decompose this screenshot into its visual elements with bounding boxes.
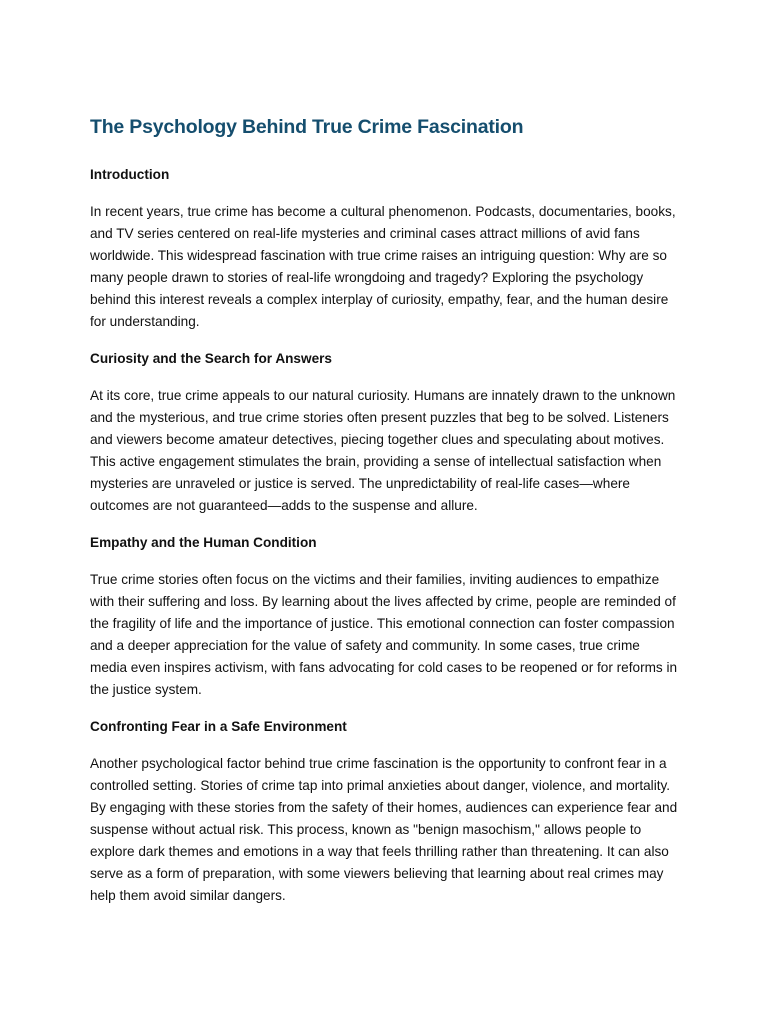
section-paragraph-empathy: True crime stories often focus on the victims and their families, inviting audiences to empathize with their suffering and loss. By learning about the lives affected by crime, people are reminded of the fragility of life and the importance of justice. This emotional connection can foster compassion and a deeper appreciation for the value of safety and community. In some cases, true crime media even inspires activism, with fans advocating for cold cases to be reopened or for reforms in the justice system.	[90, 572, 678, 697]
section-heading-curiosity: Curiosity and the Search for Answers	[90, 351, 332, 366]
section-paragraph-introduction: In recent years, true crime has become a cultural phenomenon. Podcasts, documentaries, books, and TV series centered on real-life mysteries and criminal cases attract millions of avid fans worldwide. This widespread fascination with true crime raises an intriguing question: Why are so many people drawn to stories of real-life wrongdoing and tragedy? Exploring the psychology behind this interest reveals a complex interplay of curiosity, empathy, fear, and the human desire for understanding.	[90, 204, 676, 329]
section-heading-empathy: Empathy and the Human Condition	[90, 535, 317, 550]
document-body	[90, 113, 680, 923]
section-paragraph-fear: Another psychological factor behind true crime fascination is the opportunity to confront fear in a controlled setting. Stories of crime tap into primal anxieties about danger, violence, and mortality. By engaging with these stories from the safety of their homes, audiences can experience fear and suspense without actual risk. This process, known as "benign masochism," allows people to explore dark themes and emotions in a way that feels thrilling rather than threatening. It can also serve as a form of preparation, with some viewers believing that learning about real crimes may help them avoid similar dangers.	[90, 756, 678, 903]
section-paragraph-curiosity: At its core, true crime appeals to our natural curiosity. Humans are innately drawn to the unknown and the mysterious, and true crime stories often present puzzles that beg to be solved. Listeners and viewers become amateur detectives, piecing together clues and speculating about motives. This active engagement stimulates the brain, providing a sense of intellectual satisfaction when mysteries are unraveled or justice is served. The unpredictability of real-life cases—where outcomes are not guaranteed—adds to the suspense and allure.	[90, 388, 676, 513]
section-heading-fear: Confronting Fear in a Safe Environment	[90, 719, 347, 734]
section-heading-introduction: Introduction	[90, 167, 170, 182]
document-title: The Psychology Behind True Crime Fascination	[90, 116, 524, 138]
